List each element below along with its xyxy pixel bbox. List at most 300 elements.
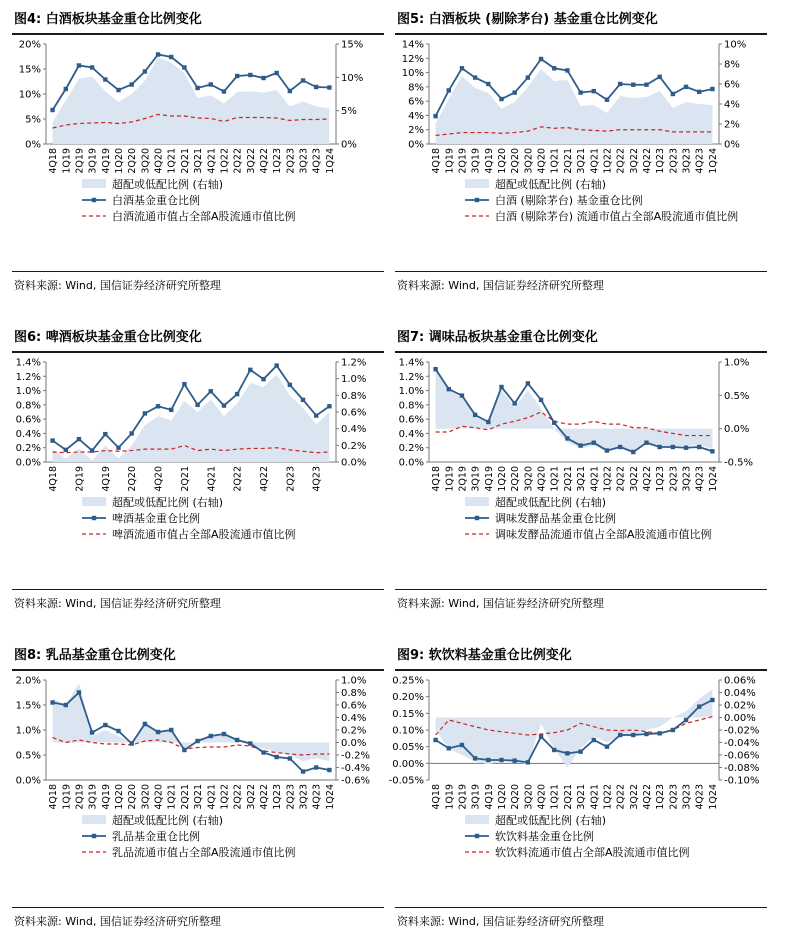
- data-point: [169, 408, 173, 412]
- data-point: [697, 445, 701, 449]
- data-point: [592, 89, 596, 93]
- x-tick-label: 1Q24: [324, 784, 336, 810]
- y2-tick-label: 1.0%: [341, 374, 367, 386]
- data-point: [195, 403, 199, 407]
- x-tick-label: 3Q19: [87, 784, 99, 810]
- data-point: [288, 89, 292, 93]
- data-point: [222, 89, 226, 93]
- figure-9-panel: [383, 636, 779, 948]
- x-tick-label: 2Q19: [457, 784, 469, 810]
- x-tick-label: 2Q21: [562, 148, 574, 174]
- data-point: [710, 87, 714, 91]
- x-tick-label: 3Q23: [681, 466, 693, 492]
- x-tick-label: 4Q19: [483, 784, 495, 810]
- x-tick-label: 4Q21: [589, 466, 601, 492]
- x-tick-label: 4Q20: [153, 466, 165, 492]
- data-point: [274, 363, 278, 367]
- y2-tick-label: 0.4%: [341, 424, 367, 436]
- data-point: [433, 114, 437, 118]
- data-point: [644, 83, 648, 87]
- x-tick-label: 1Q21: [549, 148, 561, 174]
- x-tick-label: 2Q21: [179, 148, 191, 174]
- source-rule: [395, 907, 767, 908]
- y-tick-label: 0.25%: [392, 675, 424, 687]
- y-tick-label: 10%: [401, 68, 424, 80]
- x-tick-label: 2Q19: [74, 784, 86, 810]
- figure-title: 图8: 乳品基金重仓比例变化: [14, 648, 176, 663]
- title-rule: [12, 351, 384, 353]
- data-point: [209, 734, 213, 738]
- y2-tick-label: 1.0%: [724, 357, 750, 369]
- x-tick-label: 2Q21: [179, 466, 191, 492]
- series-area-overweight: [436, 370, 713, 452]
- legend-label: 超配或低配比例 (右轴): [112, 178, 224, 191]
- legend-swatch-marker: [92, 834, 96, 838]
- y-tick-label: 0.8%: [15, 400, 41, 412]
- y-tick-label: 0.20%: [392, 692, 424, 704]
- x-tick-label: 1Q23: [272, 784, 284, 810]
- y-tick-label: 4%: [408, 110, 424, 122]
- source-note: 资料来源: Wind, 国信证券经济研究所整理: [397, 915, 604, 928]
- y2-tick-label: 0.0%: [341, 738, 367, 749]
- legend-swatch-marker: [92, 516, 96, 520]
- data-point: [592, 738, 596, 742]
- y2-tick-label: 6%: [724, 79, 740, 91]
- x-tick-label: 1Q20: [114, 148, 125, 174]
- title-rule: [395, 33, 767, 35]
- y2-tick-label: 15%: [341, 39, 364, 51]
- x-tick-label: 3Q23: [298, 148, 310, 174]
- x-tick-label: 3Q23: [681, 148, 693, 174]
- x-tick-label: 4Q22: [642, 466, 653, 492]
- legend-swatch-area: [82, 815, 106, 824]
- figure-8-panel: [0, 636, 396, 948]
- data-point: [460, 66, 464, 70]
- y2-tick-label: 10%: [724, 39, 747, 51]
- legend-label: 白酒 (剔除茅台) 基金重仓比例: [495, 194, 643, 207]
- source-note: 资料来源: Wind, 国信证券经济研究所整理: [14, 279, 221, 292]
- legend-swatch-marker: [475, 516, 479, 520]
- y-tick-label: 0.8%: [398, 400, 424, 412]
- data-point: [274, 71, 278, 75]
- x-tick-label: 3Q22: [628, 466, 640, 492]
- data-point: [314, 85, 318, 89]
- source-rule: [12, 589, 384, 590]
- y-tick-label: 1.0%: [398, 386, 424, 398]
- legend-label: 超配或低配比例 (右轴): [495, 178, 607, 191]
- x-tick-label: 3Q21: [576, 466, 588, 492]
- data-point: [460, 743, 464, 747]
- y-tick-label: 5%: [25, 114, 41, 126]
- y-tick-label: 1.4%: [398, 357, 424, 369]
- y-tick-label: 1.4%: [15, 357, 41, 369]
- y-tick-label: 0.05%: [392, 742, 424, 754]
- data-point: [116, 88, 120, 92]
- y2-tick-label: 0.00%: [724, 713, 756, 724]
- data-point: [631, 450, 635, 454]
- y2-tick-label: 0.0%: [341, 457, 367, 469]
- y2-tick-label: 0.04%: [724, 688, 756, 699]
- figure-6-panel: [0, 318, 396, 630]
- x-tick-label: 4Q21: [206, 148, 218, 174]
- data-point: [512, 90, 516, 94]
- data-point: [578, 90, 582, 94]
- y2-tick-label: 4%: [724, 99, 740, 111]
- data-point: [50, 700, 54, 704]
- y2-tick-label: 0.6%: [341, 700, 367, 712]
- x-tick-label: 3Q21: [576, 148, 588, 174]
- x-tick-label: 3Q22: [245, 784, 257, 810]
- x-tick-label: 1Q19: [444, 148, 456, 174]
- y2-tick-label: 0.2%: [341, 725, 367, 737]
- x-tick-label: 1Q23: [655, 148, 667, 174]
- x-tick-label: 1Q22: [602, 466, 614, 492]
- data-point: [447, 746, 451, 750]
- y-tick-label: 0.4%: [398, 428, 424, 440]
- data-point: [539, 57, 543, 61]
- x-tick-label: 1Q19: [444, 466, 456, 492]
- data-point: [473, 75, 477, 79]
- data-point: [195, 739, 199, 743]
- data-point: [671, 728, 675, 732]
- x-tick-label: 2Q23: [285, 784, 297, 810]
- data-point: [116, 729, 120, 733]
- source-rule: [12, 907, 384, 908]
- y2-tick-label: -0.4%: [341, 763, 371, 774]
- x-tick-label: 1Q23: [655, 466, 667, 492]
- x-tick-label: 1Q22: [602, 784, 614, 810]
- y-tick-label: 0.10%: [392, 725, 424, 737]
- data-point: [552, 66, 556, 70]
- y-tick-label: 0.6%: [15, 414, 41, 426]
- x-tick-label: 4Q18: [48, 784, 60, 810]
- x-tick-label: 4Q18: [431, 784, 443, 810]
- data-point: [182, 382, 186, 386]
- data-point: [50, 108, 54, 112]
- data-point: [209, 389, 213, 393]
- x-tick-label: 3Q20: [523, 784, 535, 810]
- data-point: [473, 756, 477, 760]
- y2-tick-label: -0.10%: [724, 775, 760, 787]
- data-point: [143, 411, 147, 415]
- legend-swatch-marker: [475, 198, 479, 202]
- x-tick-label: 2Q19: [74, 148, 86, 174]
- data-point: [486, 82, 490, 86]
- legend-swatch-marker: [92, 198, 96, 202]
- x-tick-label: 2Q20: [127, 466, 139, 492]
- y-tick-label: 14%: [401, 39, 424, 51]
- data-point: [50, 438, 54, 442]
- data-point: [565, 436, 569, 440]
- data-point: [526, 760, 530, 764]
- x-tick-label: 1Q22: [219, 148, 231, 174]
- x-tick-label: 2Q22: [615, 466, 627, 492]
- data-point: [605, 448, 609, 452]
- x-tick-label: 2Q20: [510, 466, 522, 492]
- legend-label: 白酒 (剔除茅台) 流通市值占全部A股流通市值比例: [495, 210, 739, 223]
- title-rule: [395, 351, 767, 353]
- y-tick-label: 6%: [408, 96, 424, 108]
- data-point: [64, 87, 68, 91]
- x-tick-label: 4Q20: [153, 148, 165, 174]
- x-tick-label: 4Q21: [206, 784, 218, 810]
- x-tick-label: 3Q20: [140, 784, 152, 810]
- legend-label: 软饮料流通市值占全部A股流通市值比例: [495, 846, 690, 859]
- y-tick-label: 0.2%: [15, 443, 41, 455]
- x-tick-label: 4Q23: [311, 148, 323, 174]
- data-point: [684, 718, 688, 722]
- data-point: [710, 449, 714, 453]
- x-tick-label: 4Q19: [100, 784, 112, 810]
- x-tick-label: 1Q21: [166, 148, 178, 174]
- y-tick-label: 20%: [18, 39, 41, 51]
- data-point: [578, 443, 582, 447]
- data-point: [539, 398, 543, 402]
- x-tick-label: 3Q19: [470, 466, 482, 492]
- data-point: [499, 758, 503, 762]
- data-point: [90, 65, 94, 69]
- x-tick-label: 3Q20: [140, 148, 152, 174]
- figure-7-panel: [383, 318, 779, 630]
- x-tick-label: 2Q23: [668, 148, 680, 174]
- x-tick-label: 2Q22: [232, 784, 244, 810]
- data-point: [103, 77, 107, 81]
- y2-tick-label: -0.06%: [724, 750, 760, 762]
- y2-tick-label: 8%: [724, 59, 740, 71]
- data-point: [288, 383, 292, 387]
- chart-figure-5: [383, 36, 779, 268]
- x-tick-label: 1Q24: [324, 148, 336, 174]
- legend-label: 超配或低配比例 (右轴): [112, 496, 224, 509]
- series-area-overweight: [53, 683, 330, 761]
- legend-label: 超配或低配比例 (右轴): [495, 814, 607, 827]
- y-tick-label: 0.0%: [15, 457, 41, 469]
- data-point: [565, 68, 569, 72]
- data-point: [64, 448, 68, 452]
- data-point: [248, 741, 252, 745]
- legend-swatch-area: [82, 497, 106, 506]
- x-tick-label: 2Q21: [179, 784, 191, 810]
- data-point: [460, 393, 464, 397]
- data-point: [248, 73, 252, 77]
- x-tick-label: 1Q20: [114, 784, 125, 810]
- y-tick-label: 1.0%: [15, 386, 41, 398]
- data-point: [129, 431, 133, 435]
- y-tick-label: 12%: [401, 53, 424, 65]
- source-rule: [395, 589, 767, 590]
- data-point: [565, 751, 569, 755]
- x-tick-label: 3Q22: [245, 148, 257, 174]
- data-point: [486, 758, 490, 762]
- data-point: [473, 413, 477, 417]
- x-tick-label: 4Q18: [431, 466, 443, 492]
- x-tick-label: 1Q24: [707, 784, 719, 810]
- chart-figure-6: [0, 354, 396, 586]
- y-tick-label: -0.05%: [388, 775, 424, 787]
- x-tick-label: 2Q22: [232, 466, 244, 492]
- data-point: [578, 749, 582, 753]
- data-point: [671, 92, 675, 96]
- figure-title: 图4: 白酒板块基金重仓比例变化: [14, 12, 202, 27]
- x-tick-label: 4Q22: [259, 466, 270, 492]
- legend-label: 超配或低配比例 (右轴): [112, 814, 224, 827]
- chart-figure-7: [383, 354, 779, 586]
- y-tick-label: 2.0%: [15, 675, 41, 687]
- x-tick-label: 2Q22: [232, 148, 244, 174]
- data-point: [539, 734, 543, 738]
- data-point: [657, 75, 661, 79]
- data-point: [261, 750, 265, 754]
- chart-figure-9: [383, 672, 779, 904]
- data-point: [235, 392, 239, 396]
- x-tick-label: 2Q23: [285, 148, 297, 174]
- x-tick-label: 4Q20: [153, 784, 165, 810]
- figure-title: 图5: 白酒板块 (剔除茅台) 基金重仓比例变化: [397, 12, 658, 27]
- data-point: [644, 441, 648, 445]
- x-tick-label: 1Q19: [61, 784, 73, 810]
- data-point: [301, 398, 305, 402]
- y2-tick-label: 1.0%: [341, 675, 367, 687]
- x-tick-label: 4Q18: [48, 148, 60, 174]
- x-tick-label: 2Q19: [457, 466, 469, 492]
- x-tick-label: 1Q21: [549, 466, 561, 492]
- data-point: [169, 55, 173, 59]
- x-tick-label: 2Q23: [285, 466, 297, 492]
- y2-tick-label: 0.02%: [724, 700, 756, 712]
- data-point: [222, 403, 226, 407]
- legend-label: 啤酒流通市值占全部A股流通市值比例: [112, 528, 296, 541]
- x-tick-label: 2Q19: [74, 466, 86, 492]
- x-tick-label: 3Q21: [193, 148, 205, 174]
- data-point: [103, 723, 107, 727]
- y-tick-label: 10%: [18, 89, 41, 101]
- data-point: [195, 86, 199, 90]
- legend-swatch-area: [465, 497, 489, 506]
- data-point: [235, 74, 239, 78]
- figure-title: 图9: 软饮料基金重仓比例变化: [397, 648, 572, 663]
- source-note: 资料来源: Wind, 国信证券经济研究所整理: [14, 597, 221, 610]
- legend-swatch-area: [82, 179, 106, 188]
- y-tick-label: 0.0%: [15, 775, 41, 787]
- x-tick-label: 4Q19: [483, 148, 495, 174]
- y2-tick-label: 5%: [341, 106, 357, 118]
- x-tick-label: 3Q20: [523, 148, 535, 174]
- y-tick-label: 0.15%: [392, 708, 424, 720]
- data-point: [314, 413, 318, 417]
- y-tick-label: 8%: [408, 82, 424, 94]
- data-point: [235, 738, 239, 742]
- x-tick-label: 1Q23: [272, 148, 284, 174]
- x-tick-label: 2Q19: [457, 148, 469, 174]
- data-point: [327, 85, 331, 89]
- chart-figure-8: [0, 672, 396, 904]
- legend-label: 乳品流通市值占全部A股流通市值比例: [112, 846, 296, 859]
- y2-tick-label: 0.5%: [724, 390, 750, 402]
- y-tick-label: 1.2%: [15, 371, 41, 383]
- data-point: [697, 704, 701, 708]
- y2-tick-label: 0.2%: [341, 440, 367, 452]
- data-point: [261, 76, 265, 80]
- x-tick-label: 1Q19: [444, 784, 456, 810]
- legend-label: 超配或低配比例 (右轴): [495, 496, 607, 509]
- x-tick-label: 1Q22: [602, 148, 614, 174]
- y2-tick-label: 10%: [341, 72, 364, 84]
- x-tick-label: 3Q21: [193, 784, 205, 810]
- data-point: [631, 83, 635, 87]
- x-tick-label: 3Q23: [298, 784, 310, 810]
- x-tick-label: 3Q21: [576, 784, 588, 810]
- legend-label: 啤酒基金重仓比例: [112, 512, 200, 525]
- x-tick-label: 4Q18: [431, 148, 443, 174]
- data-point: [433, 367, 437, 371]
- x-tick-label: 2Q20: [127, 148, 139, 174]
- data-point: [156, 52, 160, 56]
- x-tick-label: 3Q22: [628, 148, 640, 174]
- data-point: [143, 69, 147, 73]
- x-tick-label: 3Q23: [681, 784, 693, 810]
- x-tick-label: 2Q20: [510, 148, 522, 174]
- figure-title: 图6: 啤酒板块基金重仓比例变化: [14, 330, 202, 345]
- x-tick-label: 4Q20: [536, 466, 548, 492]
- title-rule: [12, 33, 384, 35]
- data-point: [684, 446, 688, 450]
- data-point: [77, 437, 81, 441]
- data-point: [156, 730, 160, 734]
- x-tick-label: 1Q20: [497, 148, 508, 174]
- data-point: [618, 733, 622, 737]
- data-point: [710, 698, 714, 702]
- y-tick-label: 0%: [408, 139, 424, 151]
- x-tick-label: 2Q20: [510, 784, 522, 810]
- x-tick-label: 4Q19: [483, 466, 495, 492]
- x-tick-label: 4Q22: [259, 784, 270, 810]
- legend-label: 乳品基金重仓比例: [112, 830, 200, 843]
- data-point: [486, 420, 490, 424]
- x-tick-label: 1Q20: [497, 466, 508, 492]
- title-rule: [395, 669, 767, 671]
- data-point: [512, 758, 516, 762]
- data-point: [209, 82, 213, 86]
- y-tick-label: 2%: [408, 125, 424, 137]
- figure-title: 图7: 调味品板块基金重仓比例变化: [397, 330, 598, 345]
- legend-swatch-area: [465, 179, 489, 188]
- data-point: [327, 404, 331, 408]
- x-tick-label: 4Q19: [100, 466, 112, 492]
- legend-label: 白酒基金重仓比例: [112, 194, 200, 207]
- data-point: [447, 387, 451, 391]
- x-tick-label: 3Q19: [470, 784, 482, 810]
- data-point: [90, 448, 94, 452]
- x-tick-label: 4Q20: [536, 148, 548, 174]
- x-tick-label: 4Q18: [48, 466, 60, 492]
- data-point: [526, 381, 530, 385]
- y2-tick-label: 0.6%: [341, 407, 367, 419]
- figure-5-panel: [383, 0, 779, 312]
- y-tick-label: 0%: [25, 139, 41, 151]
- data-point: [182, 65, 186, 69]
- x-tick-label: 4Q23: [694, 466, 706, 492]
- x-tick-label: 4Q23: [311, 466, 323, 492]
- x-tick-label: 2Q23: [668, 466, 680, 492]
- y2-tick-label: 2%: [724, 119, 740, 131]
- data-point: [129, 82, 133, 86]
- data-point: [552, 421, 556, 425]
- data-point: [327, 768, 331, 772]
- data-point: [301, 78, 305, 82]
- x-tick-label: 4Q23: [694, 784, 706, 810]
- x-tick-label: 1Q24: [707, 148, 719, 174]
- x-tick-label: 1Q24: [707, 466, 719, 492]
